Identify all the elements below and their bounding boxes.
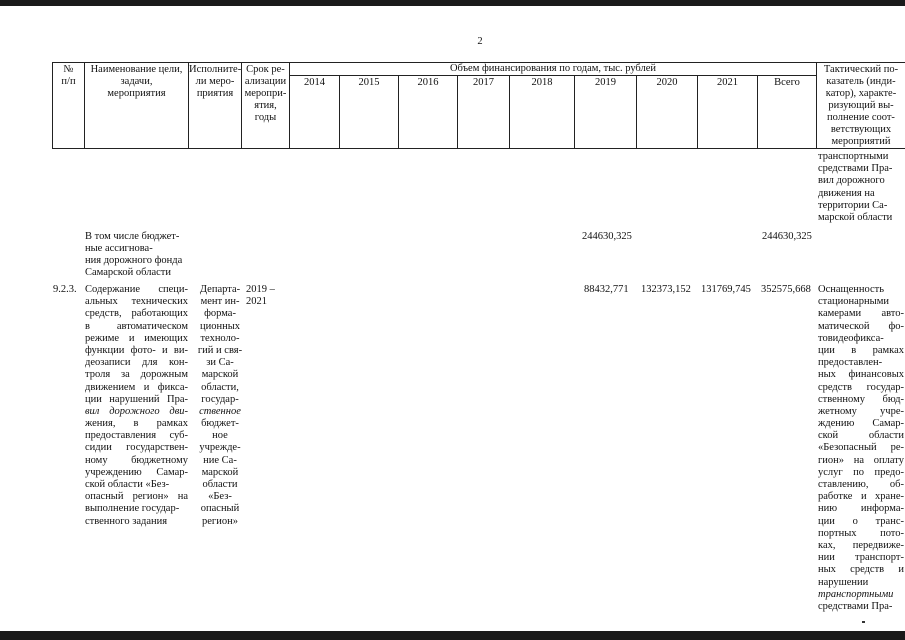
header-col-financing: Объем финансирования по годам, тыс. рублей [449,63,657,74]
item-indicator-line: услуг по предо- [818,466,904,478]
header-total: Всего [774,77,800,88]
item-indicator-line: товидеофикса- [818,332,884,344]
item-2020: 132373,152 [641,284,691,295]
header-year-2018: 2018 [531,77,553,88]
item-name-line: движением и фикса- [85,381,188,393]
header-col-executor: Исполните- ли меро- приятия [189,64,242,99]
header-year-2015: 2015 [358,77,380,88]
item-indicator-line: нарушении [818,576,869,588]
item-indicator-line: ской области [818,430,904,442]
item-executor-line: учрежде- [199,442,241,454]
item-name [85,284,188,528]
item-indicator-line: ставлению, об- [818,479,904,490]
item-indicator-line: «Безопасный ре- [818,442,904,454]
item-indicator-line: матической фо- [818,320,904,332]
item-executor-line: ние Са- [203,454,237,466]
page-number: 2 [477,36,483,47]
header-col-number: № п/п [61,64,76,87]
header-year-2016: 2016 [417,77,439,88]
item-indicator-line: средств государ- [818,381,904,393]
item-name-line: средств, работающих [85,308,188,320]
item-name-line: ции нарушений Пра- [85,393,188,405]
item-executor-line: регион» [202,515,238,527]
header-year-2021: 2021 [717,77,738,88]
header-col-term: Срок ре- ализации меропри- ятия, годы [244,64,287,123]
item-name-line: Содержание специ- [85,284,188,295]
item-executor-line: бюджет- [201,418,239,430]
item-indicator-line: ции в рамках [818,344,904,356]
item-executor-line: форма- [204,308,236,320]
item-executor-line: ционных [199,320,241,332]
item-name-line: деозаписи для кон- [85,357,188,369]
item-indicator-line: ждению Самар- [818,418,904,430]
item-indicator-line: нию информа- [818,503,904,515]
item-2019: 88432,771 [584,284,629,295]
top-scan-border [0,0,905,6]
item-total: 352575,668 [761,284,811,295]
item-executor-line: области, [201,381,239,393]
item-executor [197,284,243,528]
item-indicator-line: стационарными [818,296,889,308]
item-executor-line: области [202,479,238,490]
scan-speck [862,621,865,623]
item-name-line: функции фото- и ви- [85,344,188,356]
budget-row-total: 244630,325 [762,231,812,242]
header-year-2014: 2014 [304,77,325,88]
item-name-line: учреждению Самар- [85,466,188,478]
bottom-scan-border [0,631,905,640]
item-indicator-line: транспортными [818,588,894,600]
item-indicator-line: ственному бюд- [818,393,904,405]
item-executor-line: гий и свя- [197,344,243,356]
item-term: 2019 – 2021 [246,284,275,307]
item-indicator-line: ных средств и [818,564,904,576]
item-indicator-line: средствами Пра- [818,600,893,612]
item-executor-line: зи Са- [206,357,234,369]
item-name-line: троля за дорожным [85,369,188,381]
item-executor-line: Департа- [199,284,241,295]
item-executor-line: мент ин- [200,296,240,308]
item-indicator-line: ных финансовых [818,369,904,381]
item-name-line: выполнение государ- [85,503,180,515]
item-indicator-line: жетному учре- [818,405,904,417]
item-indicator-line: гион» на оплату [818,454,904,466]
item-indicator-line: работке и хране- [818,491,904,503]
item-name-line: в автоматическом [85,320,188,332]
header-year-2019: 2019 [595,77,616,88]
item-executor-line: ственное [199,405,241,417]
budget-row-2019: 244630,325 [582,231,632,242]
item-executor-line: марской [201,466,239,478]
item-2021: 131769,745 [701,284,751,295]
item-executor-line: марской [201,369,239,381]
item-executor-line: опасный [200,503,240,515]
item-name-line: жения, в рамках [85,418,188,430]
budget-row-name: В том числе бюджет- ные ассигнова- ния дорожного фонда Самарской области [85,231,183,278]
item-name-line: ному бюджетному [85,454,188,466]
item-indicator-line: камерами авто- [818,308,904,320]
item-executor-line: «Без- [208,491,232,503]
header-col-name: Наименование цели, задачи, мероприятия [90,64,183,99]
item-executor-line: техноло- [200,332,240,344]
item-name-line: альных технических [85,296,188,308]
item-number: 9.2.3. [53,284,77,295]
item-indicator-line: ции о транс- [818,515,904,527]
item-indicator-line: портных пото- [818,527,904,539]
item-executor-line: государ- [201,393,239,405]
item-indicator-line: предоставлен- [818,357,883,369]
item-indicator [818,284,904,613]
item-indicator-line: ках, передвиже- [818,539,904,551]
item-name-line: предоставления суб- [85,430,188,442]
item-indicator-line: Оснащенность [818,284,885,295]
continued-indicator: транспортными средствами Пра- вил дорожного движения на территории Са- марской области [818,151,893,224]
item-executor-line: ное [212,430,228,442]
item-name-line: вил дорожного дви- [85,405,188,417]
item-name-line: ственного задания [85,515,168,527]
header-year-2017: 2017 [473,77,494,88]
item-name-line: опасный регион» на [85,491,188,503]
item-name-line: режиме и имеющих [85,332,188,344]
item-indicator-line: нии транспорт- [818,552,904,564]
header-year-2020: 2020 [656,77,678,88]
item-name-line: ской области «Без- [85,479,170,490]
header-col-indicator: Тактический по- казатель (инди- катор), характе- ризующий вы- полнение соот- ветствующих мероприятий [823,64,899,147]
item-name-line: сидии государствен- [85,442,188,454]
